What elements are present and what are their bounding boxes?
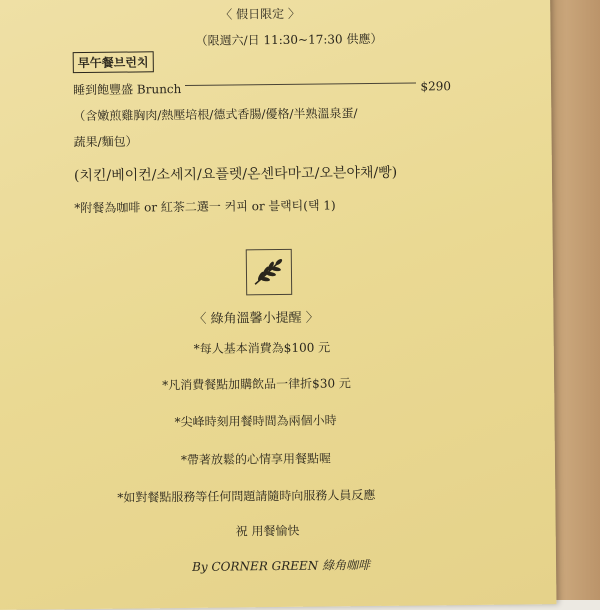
brunch-item-row	[73, 77, 451, 98]
notice-item: *尖峰時刻用餐時間為兩個小時	[174, 413, 337, 430]
drink-choice-note: *附餐為咖啡 or 紅茶二選一 커피 or 블랙티(택 1)	[74, 198, 336, 216]
notice-item: *如對餐點服務等任何問題請隨時向服務人員反應	[117, 487, 376, 505]
brunch-item-price: $290	[420, 78, 452, 93]
leaf-sprig-icon	[246, 249, 292, 295]
price-leader-line	[185, 83, 416, 86]
notice-item: *帶著放鬆的心情享用餐點喔	[180, 451, 332, 468]
brunch-section-label: 早午餐브런치	[73, 51, 154, 73]
brunch-contents-korean: (치킨/베이컨/소세지/요플렛/온센타마고/오븐야채/빵)	[73, 164, 398, 185]
notice-item: *凡消費餐點加購飲品一律折$30 元	[162, 376, 351, 393]
notice-title: 〈 綠角溫馨小提醒 〉	[193, 310, 319, 327]
brunch-item-name: 睡到飽豐盛 Brunch	[72, 82, 182, 98]
brunch-contents-line2: 蔬果/麵包）	[73, 134, 138, 150]
serving-hours: （限週六/日 11:30~17:30 供應）	[195, 31, 383, 48]
notice-item: *每人基本消費為$100 元	[193, 340, 331, 356]
closing-wish: 祝 用餐愉快	[235, 523, 300, 539]
signoff-brand: By CORNER GREEN 綠角咖啡	[191, 558, 371, 574]
holiday-title: 〈 假日限定 〉	[220, 6, 300, 22]
brunch-contents-line1: （含嫩煎雞胸肉/熱壓培根/德式香腸/優格/半熟溫泉蛋/	[73, 106, 358, 124]
